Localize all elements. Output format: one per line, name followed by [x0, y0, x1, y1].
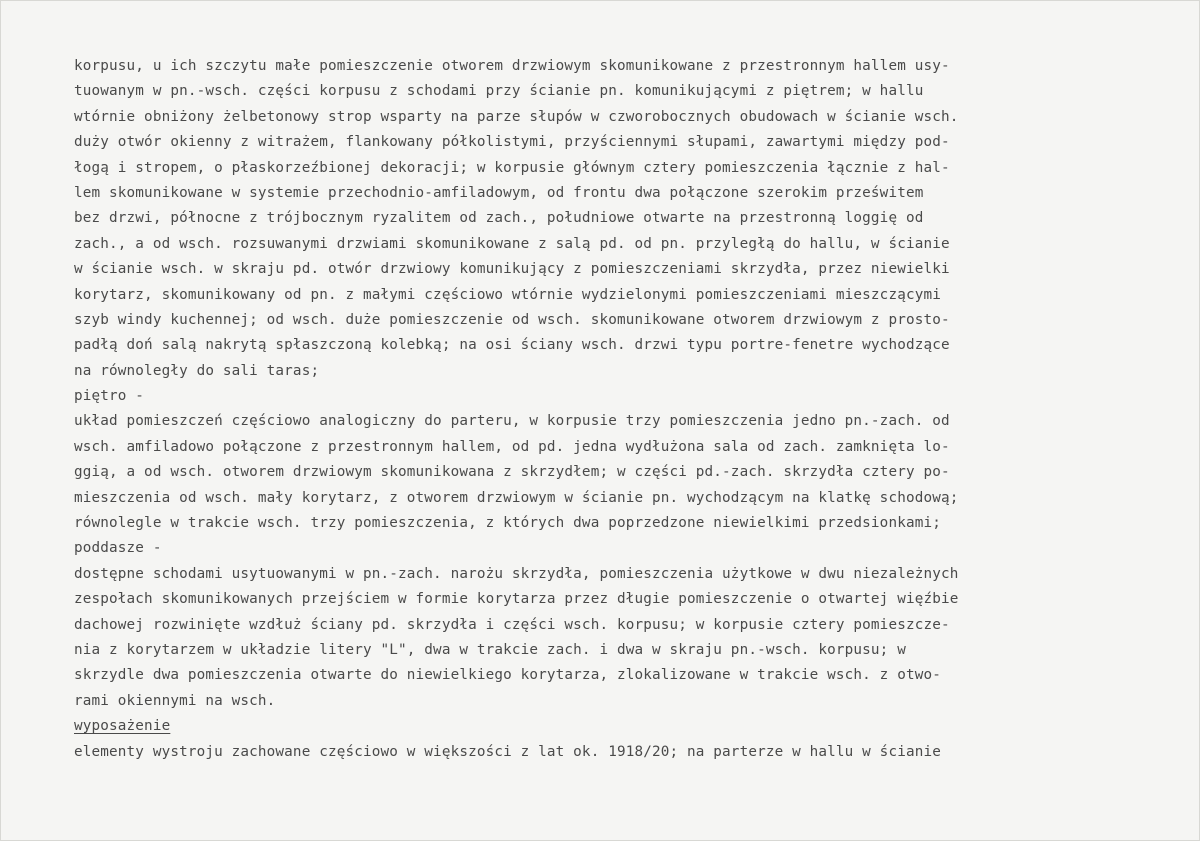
text-line: bez drzwi, północne z trójbocznym ryzalitem od zach., południowe otwarte na przestronną loggię od: [74, 210, 924, 227]
text-line: dachowej rozwinięte wzdłuż ściany pd. skrzydła i części wsch. korpusu; w korpusie cztery pomieszcze-: [74, 616, 950, 633]
document-body: [74, 54, 1134, 765]
text-line: równolegle w trakcie wsch. trzy pomieszczenia, z których dwa poprzedzone niewielkimi przedsionkami;: [74, 515, 941, 532]
text-line: ggią, a od wsch. otworem drzwiowym skomunikowana z skrzydłem; w części pd.-zach. skrzydła cztery po-: [74, 464, 950, 481]
text-line: korpusu, u ich szczytu małe pomieszczenie otworem drzwiowym skomunikowane z przestronnym hallem usy-: [74, 58, 950, 74]
text-line: duży otwór okienny z witrażem, flankowany półkolistymi, przyściennymi słupami, zawartymi między pod-: [74, 134, 950, 151]
text-line: na równoległy do sali taras;: [74, 362, 320, 379]
text-line: łogą i stropem, o płaskorzeźbionej dekoracji; w korpusie głównym cztery pomieszczenia łącznie z hal-: [74, 159, 950, 176]
text-line: lem skomunikowane w systemie przechodnio-amfiladowym, od frontu dwa połączone szerokim prześwitem: [74, 184, 924, 201]
text-line: korytarz, skomunikowany od pn. z małymi częściowo wtórnie wydzielonymi pomieszczeniami mieszczącymi: [74, 286, 941, 303]
text-line: układ pomieszczeń częściowo analogiczny do parteru, w korpusie trzy pomieszczenia jedno pn.-zach. od: [74, 413, 950, 430]
text-line: dostępne schodami usytuowanymi w pn.-zach. narożu skrzydła, pomieszczenia użytkowe w dwu niezależnych: [74, 565, 959, 582]
text-line: zach., a od wsch. rozsuwanymi drzwiami skomunikowane z salą pd. od pn. przyległą do hallu, w ścianie: [74, 235, 950, 252]
section-heading-pietro: piętro -: [74, 388, 145, 405]
text-line: rami okiennymi na wsch.: [74, 692, 276, 709]
text-line: zespołach skomunikowanych przejściem w formie korytarza przez długie pomieszczenie o otwartej więźbie: [74, 591, 959, 608]
text-line: padłą doń salą nakrytą spłaszczoną kolebką; na osi ściany wsch. drzwi typu portre-fenetre wychodzące: [74, 337, 950, 354]
text-line: wtórnie obniżony żelbetonowy strop wsparty na parze słupów w czworobocznych obudowach w ścianie wsch.: [74, 108, 959, 125]
text-line: skrzydle dwa pomieszczenia otwarte do niewielkiego korytarza, zlokalizowane w trakcie wsch. z otwo-: [74, 667, 941, 684]
text-line: elementy wystroju zachowane częściowo w większości z lat ok. 1918/20; na parterze w hallu w ścianie: [74, 743, 941, 760]
text-line: nia z korytarzem w układzie litery "L", dwa w trakcie zach. i dwa w skraju pn.-wsch. korpusu; w: [74, 641, 906, 658]
text-line: wsch. amfiladowo połączone z przestronnym hallem, od pd. jedna wydłużona sala od zach. zamknięta lo-: [74, 438, 950, 455]
text-line: w ścianie wsch. w skraju pd. otwór drzwiowy komunikujący z pomieszczeniami skrzydła, przez niewielki: [74, 261, 950, 278]
text-line: tuowanym w pn.-wsch. części korpusu z schodami przy ścianie pn. komunikującymi z piętrem; w hallu: [74, 83, 924, 100]
section-heading-poddasze: poddasze -: [74, 540, 162, 557]
section-heading-wyposazenie: wyposażenie: [74, 718, 171, 735]
text-line: mieszczenia od wsch. mały korytarz, z otworem drzwiowym w ścianie pn. wychodzącym na klatkę schodową;: [74, 489, 959, 506]
text-line: szyb windy kuchennej; od wsch. duże pomieszczenie od wsch. skomunikowane otworem drzwiowym z prosto-: [74, 311, 950, 328]
